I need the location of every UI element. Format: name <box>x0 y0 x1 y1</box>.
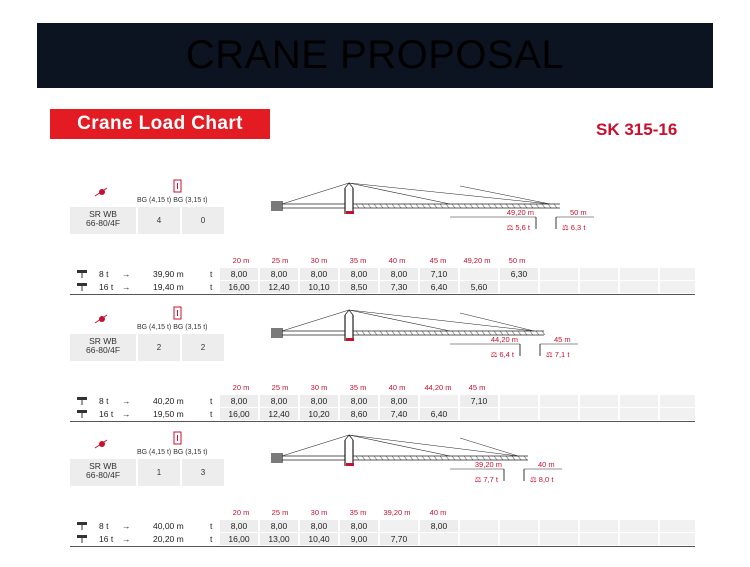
diagram-line <box>386 456 389 460</box>
load-cell <box>620 268 658 280</box>
unit-label: t <box>210 521 213 531</box>
load-cell: 8,00 <box>260 520 298 532</box>
diagram-line <box>482 331 485 335</box>
load-cell <box>580 395 618 407</box>
unit-label: t <box>210 409 213 419</box>
radius-header: 25 m <box>271 256 289 265</box>
radius-at-max-load: 20,20 m <box>153 534 184 544</box>
radius-header: 35 m <box>349 256 367 265</box>
diagram-line <box>368 456 371 460</box>
slewing-ring <box>346 338 354 341</box>
inner-radius-label: 39,20 m <box>474 460 502 469</box>
diagram-line <box>512 456 515 460</box>
diagram-line <box>362 204 365 208</box>
radius-at-max-load: 19,40 m <box>153 282 184 292</box>
radius-header: 35 m <box>349 508 367 517</box>
diagram-line <box>440 204 443 208</box>
load-cell: 8,00 <box>260 268 298 280</box>
inner-load-label: ⚖ 5,6 t <box>506 223 530 232</box>
load-cell <box>540 533 578 545</box>
load-cell <box>460 268 498 280</box>
load-row <box>70 520 695 532</box>
load-cell: 8,00 <box>300 268 338 280</box>
diagram-line <box>380 456 383 460</box>
diagram-line <box>422 204 425 208</box>
load-cell: 8,00 <box>420 520 458 532</box>
diagram-line <box>428 456 431 460</box>
ballast-header <box>137 324 209 331</box>
diagram-line <box>392 456 395 460</box>
diagram-line <box>404 204 407 208</box>
diagram-line <box>458 331 461 335</box>
configuration-name <box>70 459 136 486</box>
load-cell <box>540 281 578 293</box>
load-cell <box>580 408 618 420</box>
ballast-count-1: 1 <box>138 459 180 486</box>
diagram-line <box>416 331 419 335</box>
load-cell: 5,60 <box>460 281 498 293</box>
radius-header: 30 m <box>310 383 328 392</box>
crane-diagram <box>270 180 610 260</box>
ballast-count-2: 0 <box>182 207 224 234</box>
diagram-line <box>362 331 365 335</box>
ballast-count-2: 3 <box>182 459 224 486</box>
hook-icon <box>76 282 88 292</box>
load-cell: 8,00 <box>340 520 378 532</box>
diagram-line <box>392 331 395 335</box>
radius-header: 50 m <box>508 256 526 265</box>
arrow-icon: → <box>122 269 131 279</box>
diagram-line <box>404 456 407 460</box>
diagram-line <box>374 331 377 335</box>
diagram-line <box>349 310 450 331</box>
load-cell <box>540 408 578 420</box>
load-cell <box>580 520 618 532</box>
diagram-line <box>404 331 407 335</box>
max-load: 8 t <box>99 269 109 279</box>
ballast-icon <box>173 431 183 445</box>
diagram-line <box>464 204 467 208</box>
section-divider <box>70 546 695 547</box>
ballast-header <box>137 449 209 456</box>
load-chart-badge-text: Crane Load Chart <box>77 113 243 134</box>
diagram-line <box>356 331 359 335</box>
diagram-line <box>470 204 473 208</box>
diagram-line <box>464 456 467 460</box>
ballast-count-1: 2 <box>138 334 180 361</box>
diagram-line <box>398 204 401 208</box>
load-cell: 7,10 <box>460 395 498 407</box>
crane-model-label: SK 315-16 <box>596 120 678 139</box>
configuration-table <box>70 334 224 361</box>
diagram-line <box>434 456 437 460</box>
ballast-header <box>137 197 209 204</box>
diagram-line <box>410 456 413 460</box>
diagram-line <box>524 331 527 335</box>
diagram-line <box>460 186 550 204</box>
diagram-line <box>440 331 443 335</box>
configuration-subtype: 66-80/4F <box>85 345 121 355</box>
diagram-line <box>446 331 449 335</box>
radius-at-max-load: 39,90 m <box>153 269 184 279</box>
max-load: 16 t <box>99 409 114 419</box>
load-cell: 8,00 <box>380 395 418 407</box>
max-load: 16 t <box>99 534 114 544</box>
load-chart-badge <box>50 109 270 139</box>
load-cell <box>620 408 658 420</box>
diagram-line <box>380 204 383 208</box>
radius-header: 35 m <box>349 383 367 392</box>
ballast-count-2: 2 <box>182 334 224 361</box>
outer-load-label: ⚖ 6,3 t <box>562 223 586 232</box>
configuration-type: SR WB <box>89 209 117 219</box>
radius-header: 25 m <box>271 383 289 392</box>
diagram-line <box>470 331 473 335</box>
diagram-line <box>440 456 443 460</box>
load-cell: 8,00 <box>340 395 378 407</box>
diagram-line <box>282 435 349 456</box>
load-cell <box>660 281 695 293</box>
diagram-line <box>282 310 349 331</box>
ballast-label-2: BG (3,15 t) <box>173 449 208 456</box>
banner-title: CRANE PROPOSAL <box>185 33 565 77</box>
load-cell <box>460 520 498 532</box>
unit-label: t <box>210 534 213 544</box>
hook-icon <box>76 396 88 406</box>
load-cell: 8,00 <box>300 520 338 532</box>
diagram-line <box>542 331 545 335</box>
radius-at-max-load: 40,00 m <box>153 521 184 531</box>
diagram-line <box>494 204 497 208</box>
load-cell: 10,10 <box>300 281 338 293</box>
inner-load-label: ⚖ 6,4 t <box>490 350 514 359</box>
inner-radius-label: 44,20 m <box>490 335 518 344</box>
crane-symbol-icon <box>93 437 109 449</box>
load-cell <box>460 533 498 545</box>
load-cell: 8,00 <box>300 395 338 407</box>
diagram-line <box>536 331 539 335</box>
diagram-line <box>392 204 395 208</box>
load-cell <box>620 520 658 532</box>
diagram-line <box>356 204 359 208</box>
diagram-line <box>410 204 413 208</box>
radius-header: 20 m <box>232 508 250 517</box>
diagram-line <box>398 456 401 460</box>
load-section <box>70 312 695 442</box>
load-cell <box>540 520 578 532</box>
load-row <box>70 268 695 280</box>
radius-header: 25 m <box>271 508 289 517</box>
diagram-line <box>428 331 431 335</box>
load-cell: 8,00 <box>380 268 418 280</box>
load-cell <box>380 520 418 532</box>
unit-label: t <box>210 282 213 292</box>
radius-header: 40 m <box>429 508 447 517</box>
load-cell <box>420 533 458 545</box>
load-cell <box>500 281 538 293</box>
diagram-line <box>410 331 413 335</box>
load-cell <box>500 533 538 545</box>
load-cell: 16,00 <box>220 533 258 545</box>
ballast-label-1: BG (4,15 t) <box>137 197 172 204</box>
load-cell <box>620 533 658 545</box>
radius-header: 39,20 m <box>383 508 411 517</box>
load-cell: 8,50 <box>340 281 378 293</box>
diagram-line <box>470 456 473 460</box>
radius-header: 30 m <box>310 508 328 517</box>
load-row <box>70 395 695 407</box>
load-cell: 7,30 <box>380 281 418 293</box>
load-cell: 8,00 <box>220 520 258 532</box>
load-section <box>70 185 695 315</box>
inner-load-label: ⚖ 7,7 t <box>474 475 498 484</box>
section-divider <box>70 421 695 422</box>
load-cell: 6,30 <box>500 268 538 280</box>
radius-header: 45 m <box>429 256 447 265</box>
load-cell <box>660 533 695 545</box>
diagram-line <box>530 331 533 335</box>
load-cell <box>580 268 618 280</box>
slewing-ring <box>346 463 354 466</box>
diagram-line <box>416 456 419 460</box>
arrow-icon: → <box>122 396 131 406</box>
load-cell: 6,40 <box>420 408 458 420</box>
slewing-ring <box>346 211 354 214</box>
radius-header: 49,20 m <box>463 256 491 265</box>
load-cell <box>580 281 618 293</box>
configuration-table <box>70 459 224 486</box>
load-cell: 8,00 <box>220 268 258 280</box>
diagram-line <box>422 456 425 460</box>
hook-icon <box>76 409 88 419</box>
radius-header: 40 m <box>388 383 406 392</box>
ballast-label-1: BG (4,15 t) <box>137 449 172 456</box>
ballast-icon <box>173 179 183 193</box>
configuration-type: SR WB <box>89 461 117 471</box>
diagram-line <box>536 204 539 208</box>
configuration-name <box>70 207 136 234</box>
diagram-line <box>398 331 401 335</box>
diagram-line <box>488 204 491 208</box>
load-cell: 16,00 <box>220 281 258 293</box>
outer-radius-label: 45 m <box>554 335 571 344</box>
unit-label: t <box>210 269 213 279</box>
diagram-line <box>452 456 455 460</box>
diagram-line <box>428 204 431 208</box>
diagram-line <box>434 331 437 335</box>
load-row <box>70 533 695 545</box>
load-cell <box>620 281 658 293</box>
load-cell <box>500 395 538 407</box>
load-cell <box>660 268 695 280</box>
configuration-table <box>70 207 224 234</box>
load-cell: 7,10 <box>420 268 458 280</box>
diagram-line <box>356 456 359 460</box>
ballast-label-2: BG (3,15 t) <box>173 197 208 204</box>
radius-header: 20 m <box>232 383 250 392</box>
diagram-line <box>518 331 521 335</box>
crane-symbol-icon <box>93 312 109 324</box>
diagram-line <box>452 204 455 208</box>
diagram-line <box>368 204 371 208</box>
hook-icon <box>76 534 88 544</box>
ballast-label-2: BG (3,15 t) <box>173 324 208 331</box>
crane-symbol-icon <box>93 185 109 197</box>
diagram-line <box>460 438 518 456</box>
load-row <box>70 281 695 293</box>
radius-header: 45 m <box>468 383 486 392</box>
diagram-line <box>554 204 557 208</box>
hook-icon <box>76 521 88 531</box>
radius-header: 30 m <box>310 256 328 265</box>
crane-diagram <box>270 432 610 512</box>
radius-header: 44,20 m <box>424 383 452 392</box>
load-cell: 7,40 <box>380 408 418 420</box>
diagram-line <box>416 204 419 208</box>
diagram-line <box>460 313 534 331</box>
load-cell <box>540 395 578 407</box>
outer-radius-label: 40 m <box>538 460 555 469</box>
ballast-label-1: BG (4,15 t) <box>137 324 172 331</box>
arrow-icon: → <box>122 534 131 544</box>
outer-load-label: ⚖ 8,0 t <box>530 475 554 484</box>
proposal-banner <box>37 23 713 88</box>
diagram-line <box>362 456 365 460</box>
radius-at-max-load: 19,50 m <box>153 409 184 419</box>
max-load: 8 t <box>99 521 109 531</box>
diagram-line <box>446 204 449 208</box>
load-cell: 8,00 <box>260 395 298 407</box>
load-section <box>70 437 695 567</box>
configuration-subtype: 66-80/4F <box>85 470 121 480</box>
diagram-line <box>500 204 503 208</box>
configuration-name <box>70 334 136 361</box>
configuration-subtype: 66-80/4F <box>85 218 121 228</box>
diagram-line <box>524 456 527 460</box>
load-cell <box>620 395 658 407</box>
load-cell: 9,00 <box>340 533 378 545</box>
diagram-line <box>374 456 377 460</box>
diagram-line <box>368 331 371 335</box>
load-cell: 10,40 <box>300 533 338 545</box>
radius-header: 20 m <box>232 256 250 265</box>
load-cell: 8,00 <box>220 395 258 407</box>
max-load: 16 t <box>99 282 114 292</box>
diagram-line <box>482 204 485 208</box>
diagram-line <box>434 204 437 208</box>
load-cell: 7,70 <box>380 533 418 545</box>
load-cell: 10,20 <box>300 408 338 420</box>
radius-header: 40 m <box>388 256 406 265</box>
outer-load-label: ⚖ 7,1 t <box>546 350 570 359</box>
section-divider <box>70 294 695 295</box>
load-row <box>70 408 695 420</box>
diagram-line <box>446 456 449 460</box>
diagram-line <box>386 204 389 208</box>
load-cell <box>580 533 618 545</box>
diagram-line <box>282 183 349 204</box>
arrow-icon: → <box>122 409 131 419</box>
unit-label: t <box>210 396 213 406</box>
load-cell <box>500 408 538 420</box>
hook-icon <box>76 269 88 279</box>
load-cell: 12,40 <box>260 408 298 420</box>
load-cell <box>420 395 458 407</box>
diagram-line <box>422 331 425 335</box>
diagram-line <box>458 204 461 208</box>
diagram-line <box>374 204 377 208</box>
arrow-icon: → <box>122 521 131 531</box>
diagram-line <box>349 183 550 204</box>
diagram-line <box>380 331 383 335</box>
diagram-line <box>464 331 467 335</box>
load-cell: 12,40 <box>260 281 298 293</box>
diagram-line <box>349 183 450 204</box>
load-cell: 8,60 <box>340 408 378 420</box>
diagram-line <box>476 331 479 335</box>
inner-radius-label: 49,20 m <box>506 208 534 217</box>
max-load: 8 t <box>99 396 109 406</box>
arrow-icon: → <box>122 282 131 292</box>
configuration-type: SR WB <box>89 336 117 346</box>
load-cell <box>460 408 498 420</box>
diagram-line <box>542 204 545 208</box>
load-cell: 8,00 <box>340 268 378 280</box>
diagram-line <box>452 331 455 335</box>
diagram-line <box>506 456 509 460</box>
load-cell <box>660 408 695 420</box>
load-cell <box>540 268 578 280</box>
diagram-line <box>386 331 389 335</box>
diagram-line <box>518 456 521 460</box>
load-cell <box>660 395 695 407</box>
diagram-line <box>476 204 479 208</box>
diagram-line <box>349 310 534 331</box>
ballast-count-1: 4 <box>138 207 180 234</box>
load-cell <box>500 520 538 532</box>
load-cell: 6,40 <box>420 281 458 293</box>
diagram-line <box>548 204 551 208</box>
radius-at-max-load: 40,20 m <box>153 396 184 406</box>
crane-diagram <box>270 307 610 387</box>
diagram-line <box>458 456 461 460</box>
load-cell: 16,00 <box>220 408 258 420</box>
load-cell: 13,00 <box>260 533 298 545</box>
outer-radius-label: 50 m <box>570 208 587 217</box>
ballast-icon <box>173 306 183 320</box>
load-cell <box>660 520 695 532</box>
